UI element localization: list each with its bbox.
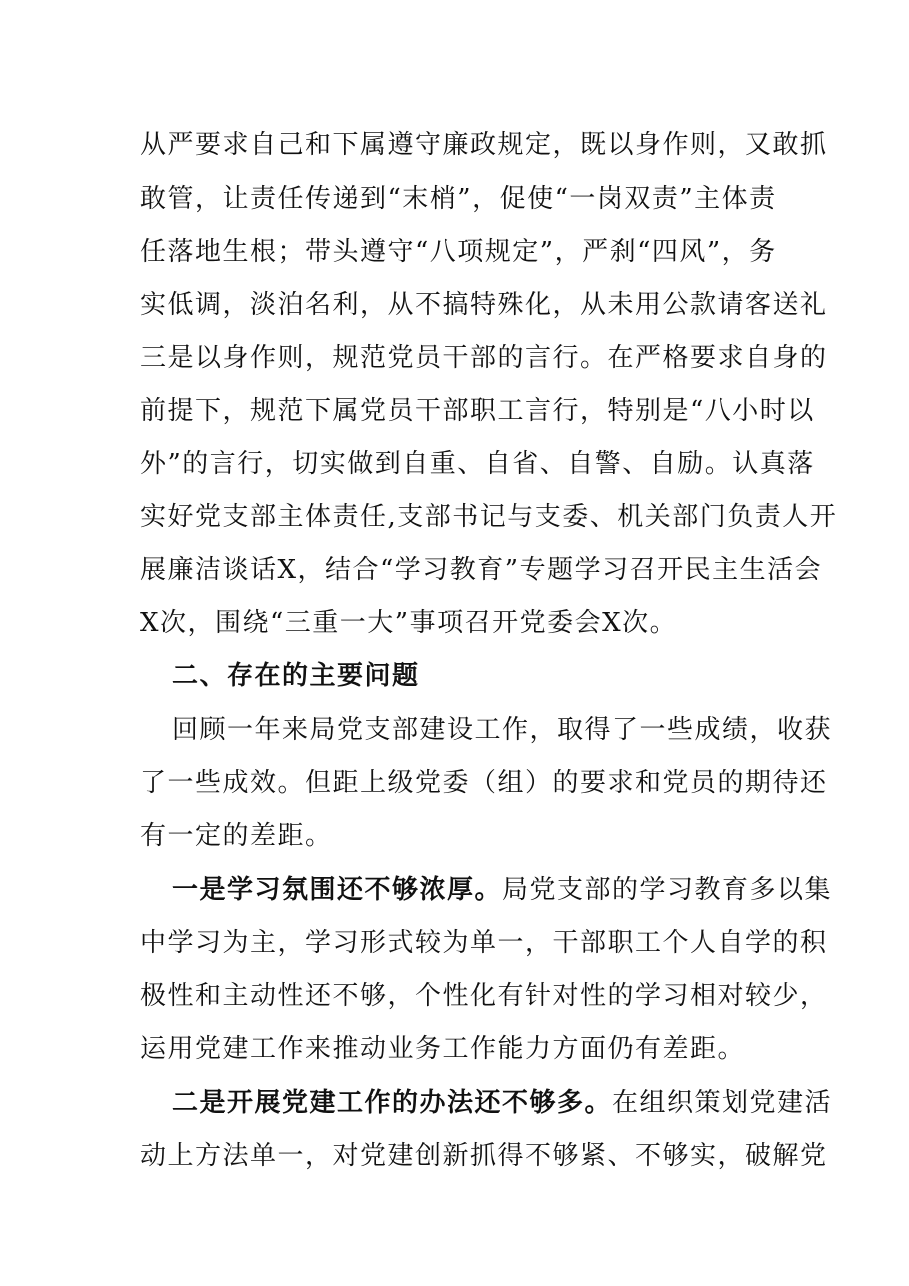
text-line: 运用党建工作来推动业务工作能力方面仍有差距。 xyxy=(140,1034,746,1064)
paragraph-lead-line xyxy=(172,1086,833,1120)
text-line: 敢管，让责任传递到“末梢”，促使“一岗双责”主体责 xyxy=(140,184,777,214)
text-line: 有一定的差距。 xyxy=(140,821,333,851)
text-line: 中学习为主，学习形式较为单一，干部职工个人自学的积 xyxy=(140,928,828,958)
paragraph-lead-line xyxy=(172,873,833,907)
text-line: X次，围绕“三重一大”事项召开党委会X次。 xyxy=(140,608,678,638)
text-line: 极性和主动性还不够，个性化有针对性的学习相对较少， xyxy=(140,981,828,1011)
paragraph-lead-rest: 在组织策划党建活 xyxy=(612,1088,833,1118)
text-line: 回顾一年来局党支部建设工作，取得了一些成绩，收获 xyxy=(172,715,833,745)
paragraph-lead-bold: 一是学习氛围还不够浓厚。 xyxy=(172,875,503,905)
section-heading: 二、存在的主要问题 xyxy=(172,661,420,691)
text-line: 展廉洁谈话X，结合“学习教育”专题学习召开民主生活会 xyxy=(140,555,823,585)
text-line: 任落地生根；带头遵守“八项规定”，严刹“四风”，务 xyxy=(140,237,777,267)
text-line: 前提下，规范下属党员干部职工言行，特别是“八小时以 xyxy=(140,396,815,426)
paragraph-lead-bold: 二是开展党建工作的办法还不够多。 xyxy=(172,1088,613,1118)
text-line: 从严要求自己和下属遵守廉政规定，既以身作则，又敢抓 xyxy=(140,130,828,160)
paragraph-lead-rest: 局党支部的学习教育多以集 xyxy=(502,875,833,905)
text-line: 外”的言行，切实做到自重、自省、自警、自励。认真落 xyxy=(140,449,815,479)
text-line: 实好党支部主体责任,支部书记与支委、机关部门负责人开 xyxy=(140,502,838,532)
text-line: 实低调，淡泊名利，从不搞特殊化，从未用公款请客送礼 xyxy=(140,290,828,320)
text-line: 三是以身作则，规范党员干部的言行。在严格要求自身的 xyxy=(140,343,828,373)
text-line: 了一些成效。但距上级党委（组）的要求和党员的期待还 xyxy=(140,768,828,798)
text-line: 动上方法单一，对党建创新抓得不够紧、不够实，破解党 xyxy=(140,1141,828,1171)
